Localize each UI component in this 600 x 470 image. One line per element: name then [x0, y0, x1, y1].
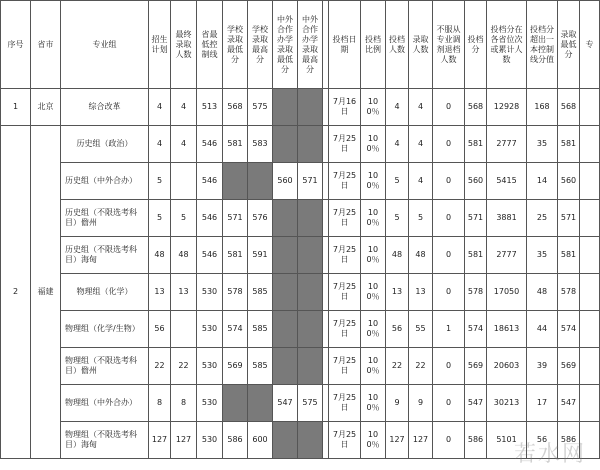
cell-not-adj: 0	[433, 163, 465, 200]
cell-tou-score: 586	[465, 422, 487, 459]
cell-over: 35	[527, 237, 558, 274]
header-edge: 专	[580, 1, 600, 89]
cell-plan: 48	[149, 237, 171, 274]
cell-adm-min: 574	[558, 311, 580, 348]
cell-coop-min-gray	[273, 274, 298, 311]
cell-rank: 2777	[487, 126, 527, 163]
cell-not-adj: 0	[433, 348, 465, 385]
cell-not-adj: 0	[433, 385, 465, 422]
cell-coop-min: 547	[273, 385, 298, 422]
cell-tou-score: 578	[465, 274, 487, 311]
cell-adm-min: 586	[558, 422, 580, 459]
cell-plan: 5	[149, 200, 171, 237]
cell-control: 530	[197, 348, 223, 385]
cell-adm-num: 127	[409, 422, 433, 459]
cell-tou-num: 5	[386, 163, 409, 200]
cell-rank: 20603	[487, 348, 527, 385]
header-tou-num: 投档人数	[386, 1, 409, 89]
cell-final: 8	[171, 385, 197, 422]
cell-over: 44	[527, 311, 558, 348]
cell-edge	[580, 89, 600, 126]
cell-coop-max: 571	[298, 163, 323, 200]
cell-ratio: 100％	[361, 422, 386, 459]
cell-tou-num: 13	[386, 274, 409, 311]
cell-plan: 22	[149, 348, 171, 385]
cell-tou-score: 581	[465, 237, 487, 274]
table-row	[1, 237, 600, 274]
cell-over: 39	[527, 348, 558, 385]
cell-date: 7月25日	[329, 385, 361, 422]
cell-final: 13	[171, 274, 197, 311]
cell-school-min: 571	[223, 200, 248, 237]
cell-final: 4	[171, 126, 197, 163]
cell-date: 7月25日	[329, 163, 361, 200]
header-final: 最终录取人数	[171, 1, 197, 89]
cell-major: 综合改革	[61, 89, 149, 126]
header-coop-min: 中外合作办学录取最低分	[273, 1, 298, 89]
cell-rank: 3881	[487, 200, 527, 237]
cell-school-max-gray	[248, 385, 273, 422]
header-adm-num: 录取人数	[409, 1, 433, 89]
cell-tou-score: 560	[465, 163, 487, 200]
cell-not-adj: 0	[433, 274, 465, 311]
cell-coop-max-gray	[298, 126, 323, 163]
cell-date: 7月25日	[329, 348, 361, 385]
cell-school-max: 576	[248, 200, 273, 237]
cell-over: 56	[527, 422, 558, 459]
cell-coop-max-gray	[298, 237, 323, 274]
cell-tou-num: 56	[386, 311, 409, 348]
cell-rank: 18613	[487, 311, 527, 348]
cell-coop-min-gray	[273, 126, 298, 163]
table-row	[1, 200, 600, 237]
table-row	[1, 422, 600, 459]
cell-edge	[580, 200, 600, 237]
cell-school-max-gray	[248, 163, 273, 200]
cell-tou-score: 569	[465, 348, 487, 385]
cell-ratio: 100％	[361, 311, 386, 348]
cell-not-adj: 0	[433, 89, 465, 126]
cell-over: 168	[527, 89, 558, 126]
cell-ratio: 100％	[361, 163, 386, 200]
cell-final: 22	[171, 348, 197, 385]
header-row	[1, 1, 600, 89]
header-ratio: 投档比例	[361, 1, 386, 89]
cell-control: 530	[197, 385, 223, 422]
cell-date: 7月25日	[329, 237, 361, 274]
cell-tou-num: 127	[386, 422, 409, 459]
cell-final: 127	[171, 422, 197, 459]
cell-adm-num: 5	[409, 200, 433, 237]
table-row	[1, 348, 600, 385]
cell-coop-min-gray	[273, 237, 298, 274]
header-rank: 投档分在各省位次或累计人数	[487, 1, 527, 89]
cell-ratio: 100％	[361, 237, 386, 274]
header-seq: 序号	[1, 1, 31, 89]
table-row	[1, 89, 600, 126]
cell-date: 7月25日	[329, 126, 361, 163]
header-coop-max: 中外合作办学录取最高分	[298, 1, 323, 89]
cell-ratio: 100％	[361, 274, 386, 311]
cell-seq: 2	[1, 126, 31, 459]
cell-adm-min: 547	[558, 385, 580, 422]
cell-rank: 2777	[487, 237, 527, 274]
cell-not-adj: 1	[433, 311, 465, 348]
cell-adm-min: 569	[558, 348, 580, 385]
header-plan: 招生计划	[149, 1, 171, 89]
cell-school-max: 585	[248, 274, 273, 311]
cell-school-max: 591	[248, 237, 273, 274]
cell-coop-min-gray	[273, 311, 298, 348]
cell-not-adj: 0	[433, 237, 465, 274]
cell-plan: 8	[149, 385, 171, 422]
cell-tou-num: 22	[386, 348, 409, 385]
cell-ratio: 100％	[361, 385, 386, 422]
cell-school-min: 586	[223, 422, 248, 459]
cell-major: 物理组（化学/生物）	[61, 311, 149, 348]
cell-tou-num: 4	[386, 89, 409, 126]
cell-over: 25	[527, 200, 558, 237]
cell-adm-num: 4	[409, 163, 433, 200]
cell-rank: 30213	[487, 385, 527, 422]
cell-major: 历史组（不限选考科目）儋州	[61, 200, 149, 237]
cell-coop-min: 560	[273, 163, 298, 200]
header-tou-score: 投档分	[465, 1, 487, 89]
cell-date: 7月25日	[329, 311, 361, 348]
cell-date: 7月25日	[329, 274, 361, 311]
cell-school-min: 578	[223, 274, 248, 311]
cell-edge	[580, 163, 600, 200]
cell-adm-min: 578	[558, 274, 580, 311]
cell-edge	[580, 126, 600, 163]
header-major: 专业组	[61, 1, 149, 89]
cell-coop-max-gray	[298, 200, 323, 237]
cell-adm-min: 581	[558, 237, 580, 274]
table-row	[1, 163, 600, 200]
cell-control: 546	[197, 163, 223, 200]
header-school-max: 学校录取最高分	[248, 1, 273, 89]
cell-final: 48	[171, 237, 197, 274]
cell-rank: 12928	[487, 89, 527, 126]
cell-coop-max-gray	[298, 89, 323, 126]
cell-tou-num: 4	[386, 126, 409, 163]
cell-plan: 127	[149, 422, 171, 459]
cell-ratio: 100％	[361, 126, 386, 163]
cell-school-min-gray	[223, 385, 248, 422]
cell-adm-min: 560	[558, 163, 580, 200]
header-province: 省市	[31, 1, 61, 89]
cell-not-adj: 0	[433, 422, 465, 459]
cell-coop-max-gray	[298, 274, 323, 311]
cell-major: 物理组（中外合办）	[61, 385, 149, 422]
table-row	[1, 274, 600, 311]
cell-ratio: 100％	[361, 348, 386, 385]
cell-major: 物理组（不限选考科目）儋州	[61, 348, 149, 385]
cell-major: 历史组（政治）	[61, 126, 149, 163]
cell-final	[171, 311, 197, 348]
cell-date: 7月25日	[329, 422, 361, 459]
cell-control: 530	[197, 422, 223, 459]
cell-school-min: 581	[223, 126, 248, 163]
cell-school-max: 600	[248, 422, 273, 459]
header-school-min: 学校录取最低分	[223, 1, 248, 89]
cell-seq: 1	[1, 89, 31, 126]
cell-major: 历史组（不限选考科目）海甸	[61, 237, 149, 274]
cell-over: 35	[527, 126, 558, 163]
cell-plan: 13	[149, 274, 171, 311]
cell-adm-num: 48	[409, 237, 433, 274]
cell-tou-score: 547	[465, 385, 487, 422]
table-row	[1, 126, 600, 163]
cell-major: 物理组（化学）	[61, 274, 149, 311]
cell-plan: 4	[149, 89, 171, 126]
cell-school-max: 585	[248, 348, 273, 385]
cell-ratio: 100％	[361, 89, 386, 126]
cell-adm-min: 571	[558, 200, 580, 237]
cell-final: 4	[171, 89, 197, 126]
cell-not-adj: 0	[433, 200, 465, 237]
cell-edge	[580, 348, 600, 385]
cell-province: 北京	[31, 89, 61, 126]
cell-tou-score: 574	[465, 311, 487, 348]
cell-rank: 5415	[487, 163, 527, 200]
cell-tou-num: 5	[386, 200, 409, 237]
cell-school-max: 575	[248, 89, 273, 126]
cell-coop-min-gray	[273, 348, 298, 385]
cell-plan: 5	[149, 163, 171, 200]
cell-control: 530	[197, 274, 223, 311]
cell-tou-score: 571	[465, 200, 487, 237]
cell-plan: 56	[149, 311, 171, 348]
cell-ratio: 100％	[361, 200, 386, 237]
cell-coop-max-gray	[298, 422, 323, 459]
header-control: 省最低控制线	[197, 1, 223, 89]
cell-date: 7月25日	[329, 200, 361, 237]
cell-coop-min-gray	[273, 422, 298, 459]
cell-school-min-gray	[223, 163, 248, 200]
cell-coop-max: 575	[298, 385, 323, 422]
cell-over: 14	[527, 163, 558, 200]
cell-adm-num: 4	[409, 126, 433, 163]
cell-edge	[580, 422, 600, 459]
table-row	[1, 311, 600, 348]
cell-over: 48	[527, 274, 558, 311]
cell-tou-score: 568	[465, 89, 487, 126]
cell-coop-max-gray	[298, 348, 323, 385]
cell-control: 546	[197, 126, 223, 163]
cell-control: 513	[197, 89, 223, 126]
cell-adm-min: 568	[558, 89, 580, 126]
cell-province: 福建	[31, 126, 61, 459]
cell-major: 物理组（不限选考科目）海甸	[61, 422, 149, 459]
cell-adm-num: 55	[409, 311, 433, 348]
cell-adm-min: 581	[558, 126, 580, 163]
header-adm-min: 录取最低分	[558, 1, 580, 89]
cell-date: 7月16日	[329, 89, 361, 126]
cell-school-min: 568	[223, 89, 248, 126]
cell-control: 546	[197, 200, 223, 237]
header-not-adj: 不服从专业调剂退档人数	[433, 1, 465, 89]
cell-school-max: 583	[248, 126, 273, 163]
cell-adm-num: 9	[409, 385, 433, 422]
cell-coop-min-gray	[273, 200, 298, 237]
cell-coop-max-gray	[298, 311, 323, 348]
cell-edge	[580, 311, 600, 348]
cell-rank: 17050	[487, 274, 527, 311]
cell-adm-num: 22	[409, 348, 433, 385]
cell-plan: 4	[149, 126, 171, 163]
cell-school-min: 581	[223, 237, 248, 274]
cell-control: 530	[197, 311, 223, 348]
cell-tou-score: 581	[465, 126, 487, 163]
header-date: 投档日期	[329, 1, 361, 89]
cell-major: 历史组（中外合办）	[61, 163, 149, 200]
cell-edge	[580, 274, 600, 311]
cell-adm-num: 4	[409, 89, 433, 126]
cell-adm-num: 13	[409, 274, 433, 311]
cell-school-max: 585	[248, 311, 273, 348]
cell-control: 546	[197, 237, 223, 274]
cell-over: 17	[527, 385, 558, 422]
cell-school-min: 569	[223, 348, 248, 385]
cell-rank: 5101	[487, 422, 527, 459]
cell-not-adj: 0	[433, 126, 465, 163]
table-row	[1, 385, 600, 422]
cell-tou-num: 48	[386, 237, 409, 274]
cell-tou-num: 9	[386, 385, 409, 422]
cell-school-min: 574	[223, 311, 248, 348]
header-over: 投档分超出一本控制线分值	[527, 1, 558, 89]
cell-edge	[580, 385, 600, 422]
cell-edge	[580, 237, 600, 274]
watermark-logo: 若水网	[513, 442, 586, 467]
cell-final: 5	[171, 200, 197, 237]
cell-coop-min-gray	[273, 89, 298, 126]
cell-final	[171, 163, 197, 200]
